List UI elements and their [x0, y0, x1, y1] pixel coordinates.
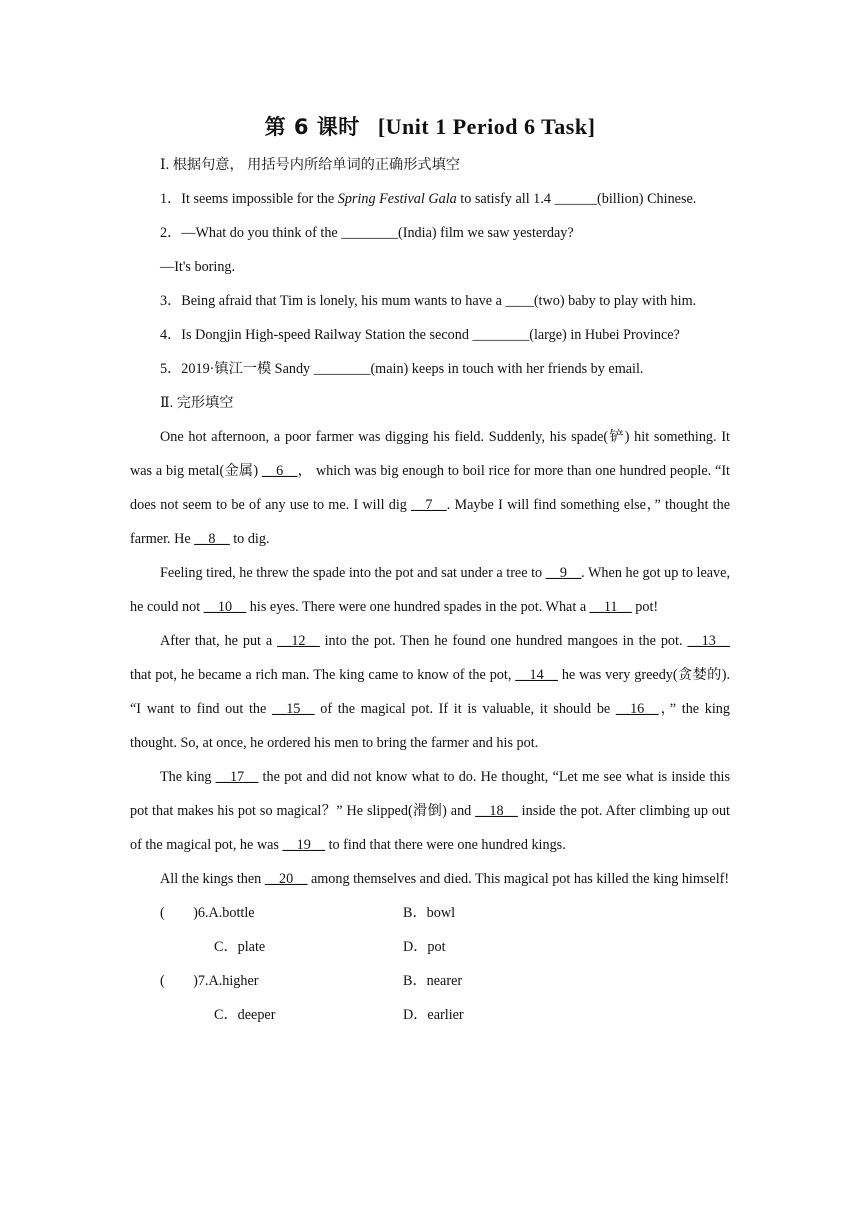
- blank-9[interactable]: __9__: [545, 565, 582, 581]
- page-title: [0, 112, 860, 142]
- blank-12[interactable]: __12__: [277, 633, 320, 649]
- question-3: 3．Being afraid that Tim is lonely, his mum wants to have a ____(two) baby to play with him.: [160, 293, 697, 309]
- title-chinese: 第 6 课时: [264, 115, 360, 139]
- cloze-paragraph-4: The king __17__ the pot and did not know what to do. He thought, “Let me see what is inside this pot that makes his pot so magical？” He slipped(滑倒) and __18__ inside the pot. After climbing up out of the magical pot, he was __19__ to find that there were one hundred kings.: [130, 769, 731, 853]
- blank-15[interactable]: __15__: [272, 701, 315, 717]
- question-2: 2．—What do you think of the ________(India) film we saw yesterday?: [160, 225, 574, 241]
- question-6-options-row-1: [130, 896, 730, 930]
- question-7-option-a[interactable]: ( )7.A.higher: [160, 973, 259, 989]
- worksheet-body: [130, 148, 730, 1032]
- blank-13[interactable]: __13__: [687, 633, 730, 649]
- blank-16[interactable]: __16__: [615, 701, 659, 717]
- blank-11[interactable]: __11__: [589, 599, 632, 615]
- question-6-option-c[interactable]: C．plate: [214, 939, 266, 955]
- blank-19[interactable]: __19__: [282, 837, 326, 853]
- question-6-options-row-2: [130, 930, 730, 964]
- blank-17[interactable]: __17__: [215, 769, 259, 785]
- question-1: 1．It seems impossible for the Spring Festival Gala to satisfy all 1.4 ______(billion) Chinese.: [160, 191, 697, 207]
- question-7-option-d[interactable]: D．earlier: [403, 1007, 464, 1023]
- question-7-options-row-1: [130, 964, 730, 998]
- title-english: [Unit 1 Period 6 Task]: [377, 114, 596, 139]
- question-6-option-d[interactable]: D．pot: [403, 939, 446, 955]
- section-2-heading: Ⅱ. 完形填空: [160, 395, 234, 411]
- question-7-option-b[interactable]: B．nearer: [403, 973, 463, 989]
- question-7-options-row-2: [130, 998, 730, 1032]
- question-1-italic: Spring Festival Gala: [337, 191, 457, 207]
- blank-14[interactable]: __14__: [515, 667, 558, 683]
- blank-20[interactable]: __20__: [264, 871, 308, 887]
- question-4: 4．Is Dongjin High-speed Railway Station the second ________(large) in Hubei Province?: [160, 327, 680, 343]
- blank-7[interactable]: __7__: [411, 497, 447, 513]
- blank-10[interactable]: __10__: [203, 599, 247, 615]
- question-6-option-b[interactable]: B．bowl: [403, 905, 456, 921]
- section-1-heading: Ⅰ. 根据句意， 用括号内所给单词的正确形式填空: [160, 157, 460, 173]
- cloze-paragraph-3: After that, he put a __12__ into the pot. Then he found one hundred mangoes in the pot. __13__ that pot, he became a rich man. The king came to know of the pot, __14__ he was very greedy(贪婪的). “I want to find out the __15__ of the magical pot. If it is valuable, it should be __16__，” the king thought. So, at once, he ordered his men to bring the farmer and his pot.: [130, 633, 730, 751]
- cloze-paragraph-2: Feeling tired, he threw the spade into the pot and sat under a tree to __9__. When he got up to leave, he could not __10__ his eyes. There were one hundred spades in the pot. What a __11__ pot!: [130, 565, 730, 615]
- cloze-paragraph-5: All the kings then __20__ among themselves and died. This magical pot has killed the king himself!: [160, 871, 730, 887]
- blank-18[interactable]: __18__: [475, 803, 518, 819]
- blank-8[interactable]: __8__: [194, 531, 230, 547]
- question-2-answer: —It's boring.: [160, 259, 236, 275]
- blank-6[interactable]: __6__: [261, 463, 298, 479]
- question-7-option-c[interactable]: C．deeper: [214, 1007, 276, 1023]
- question-5: 5．2019·镇江一模 Sandy ________(main) keeps in touch with her friends by email.: [160, 361, 644, 377]
- cloze-paragraph-1: One hot afternoon, a poor farmer was digging his field. Suddenly, his spade(铲) hit something. It was a big metal(金属) __6__， which was big enough to boil rice for more than one hundred people. “It does not seem to be of any use to me. I will dig __7__. Maybe I will find something else，” thought the farmer. He __8__ to dig.: [130, 429, 731, 547]
- question-6-option-a[interactable]: ( )6.A.bottle: [160, 905, 255, 921]
